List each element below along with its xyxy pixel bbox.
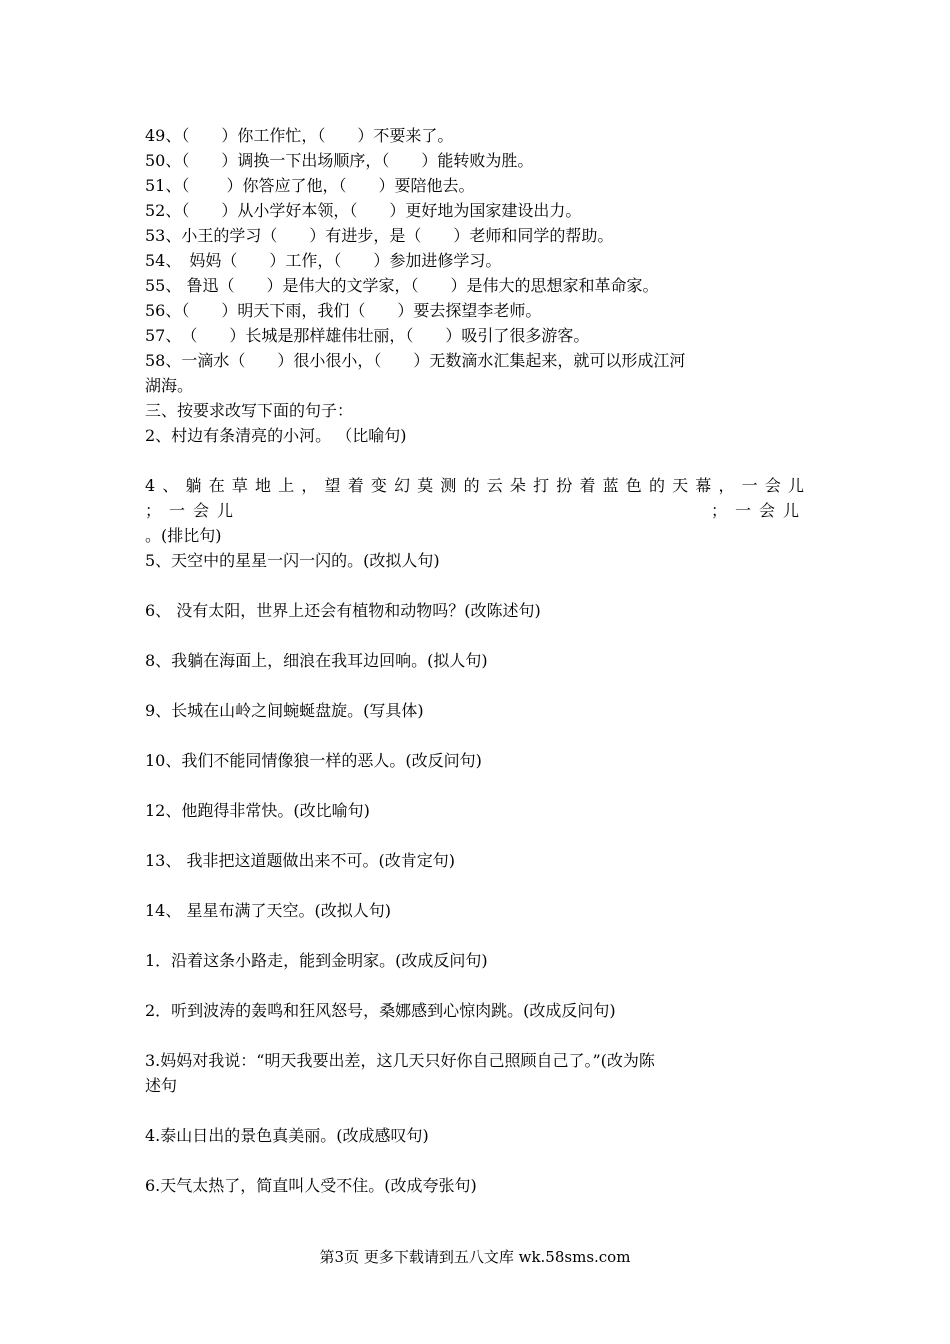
rewrite-item-8: 8、我躺在海面上，细浪在我耳边回响。(拟人句) — [145, 651, 488, 670]
fill-blank-58-continued: 湖海。 — [145, 376, 194, 395]
rewrite-item-13: 13、 我非把这道题做出来不可。(改肯定句) — [145, 851, 455, 870]
rewrite-item-b2: 2．听到波涛的轰鸣和狂风怒号，桑娜感到心惊肉跳。(改成反问句) — [145, 1001, 616, 1020]
answer-space — [145, 973, 807, 998]
rewrite-item-12: 12、他跑得非常快。(改比喻句) — [145, 801, 370, 820]
rewrite-item-5: 5、天空中的星星一闪一闪的。(改拟人句) — [145, 551, 440, 570]
rewrite-item-4-line1: 4、躺在草地上，望着变幻莫测的云朵打扮着蓝色的天幕，一会儿 — [145, 476, 807, 495]
fill-blank-55: 55、 鲁迅（ ）是伟大的文学家，（ ）是伟大的思想家和革命家。 — [145, 276, 659, 295]
fill-blank-52: 52、（ ）从小学好本领，（ ）更好地为国家建设出力。 — [145, 201, 582, 220]
answer-space — [145, 573, 807, 598]
rewrite-item-b3-line1: 3.妈妈对我说：“明天我要出差，这几天只好你自己照顾自己了。”(改为陈 — [145, 1051, 655, 1070]
answer-space — [145, 1148, 807, 1173]
answer-space — [145, 773, 807, 798]
answer-space — [145, 1098, 807, 1123]
rewrite-item-b6: 6.天气太热了，简直叫人受不住。(改成夸张句) — [145, 1176, 477, 1195]
answer-space — [145, 448, 807, 473]
answer-space — [145, 1023, 807, 1048]
page-footer: 第3页 更多下载请到五八文库 wk.58sms.com — [319, 1248, 631, 1266]
rewrite-item-6: 6、 没有太阳，世界上还会有植物和动物吗？(改陈述句) — [145, 601, 541, 620]
fill-blank-49: 49、（ ）你工作忙，（ ）不要来了。 — [145, 126, 454, 145]
answer-space — [145, 873, 807, 898]
answer-space — [145, 923, 807, 948]
fill-blank-57: 57、 （ ）长城是那样雄伟壮丽，（ ）吸引了很多游客。 — [145, 326, 590, 345]
rewrite-item-4-line2 — [145, 498, 807, 523]
fill-blank-51: 51、（ ）你答应了他，（ ）要陪他去。 — [145, 176, 475, 195]
rewrite-item-b1: 1．沿着这条小路走，能到金明家。(改成反问句) — [145, 951, 488, 970]
rewrite-item-b4: 4.泰山日出的景色真美丽。(改成感叹句) — [145, 1126, 429, 1145]
rewrite-item-4-blank-left: ；一会儿 — [145, 501, 242, 520]
answer-space — [145, 723, 807, 748]
answer-space — [145, 673, 807, 698]
rewrite-item-9: 9、长城在山岭之间蜿蜒盘旋。(写具体) — [145, 701, 424, 720]
rewrite-item-2: 2、村边有条清亮的小河。 （比喻句) — [145, 426, 407, 445]
fill-blank-56: 56、（ ）明天下雨，我们（ ）要去探望李老师。 — [145, 301, 542, 320]
rewrite-item-4-blank-right: ；一会儿 — [710, 501, 807, 520]
section-heading: 三、按要求改写下面的句子： — [145, 401, 354, 420]
fill-blank-54: 54、 妈妈（ ）工作，（ ）参加进修学习。 — [145, 251, 502, 270]
fill-blank-58: 58、一滴水（ ）很小很小，（ ）无数滴水汇集起来，就可以形成江河 — [145, 351, 686, 370]
answer-space — [145, 823, 807, 848]
fill-blank-53: 53、小王的学习（ ）有进步，是（ ）老师和同学的帮助。 — [145, 226, 614, 245]
rewrite-item-b3-line2: 述句 — [145, 1076, 178, 1095]
rewrite-item-10: 10、我们不能同情像狼一样的恶人。(改反问句) — [145, 751, 482, 770]
answer-space — [145, 623, 807, 648]
fill-blank-50: 50、（ ）调换一下出场顺序，（ ）能转败为胜。 — [145, 151, 534, 170]
worksheet-page — [145, 123, 807, 1198]
rewrite-item-4-line3: 。(排比句) — [145, 526, 222, 545]
rewrite-item-14: 14、 星星布满了天空。(改拟人句) — [145, 901, 391, 920]
